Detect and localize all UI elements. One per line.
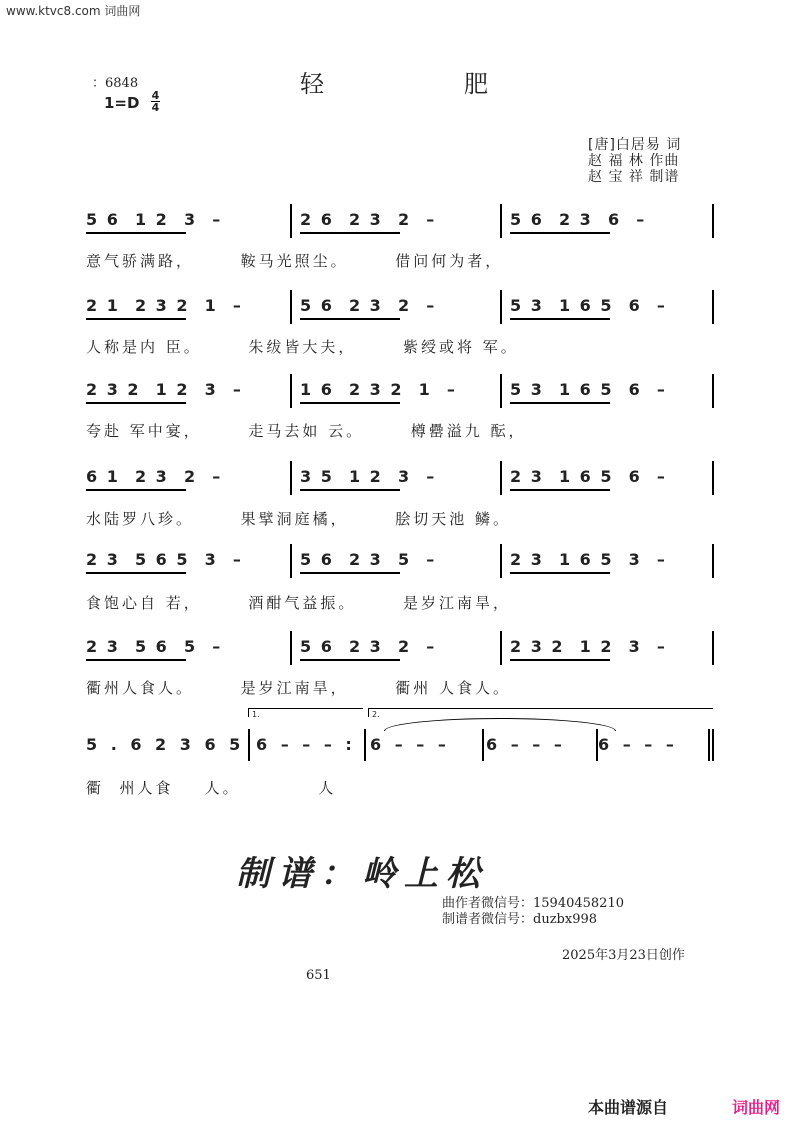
barline xyxy=(364,729,366,761)
page-number: 651 xyxy=(306,968,331,983)
barline xyxy=(712,374,714,408)
site-watermark: www.ktvc8.com 词曲网 xyxy=(6,4,141,18)
song-title: 轻肥 xyxy=(300,70,628,98)
barline xyxy=(482,729,484,761)
lyric-line: 衢 州人食 人。 人 xyxy=(86,779,337,797)
measure-notes: 6 – – – xyxy=(598,735,678,754)
barline xyxy=(712,461,714,495)
barline xyxy=(712,631,714,665)
time-signature-bottom: 4 xyxy=(151,101,160,114)
barline xyxy=(290,290,292,324)
barline xyxy=(712,290,714,324)
song-number: ：6848 xyxy=(92,76,139,91)
measure-notes: 6 – – – xyxy=(486,735,566,754)
measure-notes: 5 6 2 3 5 – xyxy=(300,550,437,569)
barline xyxy=(500,204,502,238)
composer-contact: 曲作者微信号：15940458210 xyxy=(442,896,624,911)
measure-notes: 2 1 2 3 2 1 – xyxy=(86,296,243,315)
barline xyxy=(712,204,714,238)
measure-notes: 5 3 1 6 5 6 – xyxy=(510,296,667,315)
measure-notes: 2 3 5 6 5 3 – xyxy=(86,550,243,569)
barline xyxy=(712,544,714,578)
barline xyxy=(290,204,292,238)
credit-transcriber: 赵 宝 祥 制谱 xyxy=(588,169,680,185)
beam-underline xyxy=(300,318,400,320)
measure-notes: 2 3 1 6 5 6 – xyxy=(510,467,667,486)
measure-notes: 6 – – – xyxy=(370,735,450,754)
beam-underline xyxy=(510,318,610,320)
beam-underline xyxy=(86,572,186,574)
footer-site-link[interactable]: 词曲网 xyxy=(732,1098,781,1117)
beam-underline xyxy=(510,489,610,491)
beam-underline xyxy=(86,318,186,320)
lyric-line: 人称是内 臣。 朱绂皆大夫， 紫绶或将 军。 xyxy=(86,338,519,356)
beam-underline xyxy=(86,489,186,491)
credit-composer: 赵 福 林 作曲 xyxy=(588,153,680,169)
time-signature-top: 4 xyxy=(151,89,160,102)
volta-first-label: 1. xyxy=(252,710,260,719)
measure-notes: 6 – – – : xyxy=(256,735,356,754)
barline xyxy=(290,461,292,495)
measure-notes: 2 3 2 1 2 3 – xyxy=(86,380,243,399)
beam-underline xyxy=(300,232,400,234)
lyric-line: 衢州人食人。 是岁江南旱， 衢州 人食人。 xyxy=(86,679,511,697)
beam-underline xyxy=(510,402,610,404)
barline xyxy=(500,544,502,578)
barline xyxy=(596,729,598,761)
beam-underline xyxy=(300,402,400,404)
lyric-line: 食饱心自 若， 酒酣气益振。 是岁江南旱， xyxy=(86,594,511,612)
barline xyxy=(712,729,714,761)
measure-notes: 5 . 6 2 3 6 5 xyxy=(86,735,245,754)
measure-notes: 6 1 2 3 2 – xyxy=(86,467,223,486)
beam-underline xyxy=(510,659,610,661)
beam-underline xyxy=(86,402,186,404)
beam-underline xyxy=(300,489,400,491)
measure-notes: 2 3 1 6 5 3 – xyxy=(510,550,667,569)
credit-lyricist: [唐]白居易 词 xyxy=(588,137,682,153)
beam-underline xyxy=(86,232,186,234)
barline xyxy=(500,374,502,408)
measure-notes: 5 6 2 3 6 – xyxy=(510,210,647,229)
key-signature: 1=D xyxy=(104,94,140,112)
volta-second-label: 2. xyxy=(372,710,380,719)
measure-notes: 1 6 2 3 2 1 – xyxy=(300,380,457,399)
barline xyxy=(290,374,292,408)
barline xyxy=(248,729,250,761)
measure-notes: 2 6 2 3 2 – xyxy=(300,210,437,229)
barline xyxy=(290,544,292,578)
beam-underline xyxy=(300,659,400,661)
beam-underline xyxy=(86,659,186,661)
lyric-line: 意气骄满路， 鞍马光照尘。 借问何为者， xyxy=(86,252,504,270)
measure-notes: 5 6 2 3 2 – xyxy=(300,296,437,315)
measure-notes: 5 6 1 2 3 – xyxy=(86,210,223,229)
measure-notes: 5 3 1 6 5 6 – xyxy=(510,380,667,399)
barline xyxy=(500,631,502,665)
time-signature xyxy=(151,90,160,113)
measure-notes: 3 5 1 2 3 – xyxy=(300,467,437,486)
volta-first-ending xyxy=(248,708,363,717)
barline xyxy=(500,290,502,324)
barline xyxy=(500,461,502,495)
measure-notes: 2 3 5 6 5 – xyxy=(86,637,223,656)
beam-underline xyxy=(510,572,610,574)
footer-source-label: 本曲谱源自 xyxy=(588,1098,669,1117)
transcriber-contact: 制谱者微信号：duzbx998 xyxy=(442,912,598,927)
volta-second-ending xyxy=(368,708,713,717)
signature: 制谱：岭上松 xyxy=(236,854,488,894)
lyric-line: 夸赴 军中宴， 走马去如 云。 樽罍溢九 酝， xyxy=(86,422,527,440)
measure-notes: 2 3 2 1 2 3 – xyxy=(510,637,667,656)
beam-underline xyxy=(510,232,610,234)
tie-slur xyxy=(384,718,616,731)
barline xyxy=(290,631,292,665)
creation-date: 2025年3月23日创作 xyxy=(562,948,685,963)
lyric-line: 水陆罗八珍。 果擘洞庭橘， 脍切天池 鳞。 xyxy=(86,510,511,528)
barline xyxy=(708,729,710,761)
measure-notes: 5 6 2 3 2 – xyxy=(300,637,437,656)
beam-underline xyxy=(300,572,400,574)
